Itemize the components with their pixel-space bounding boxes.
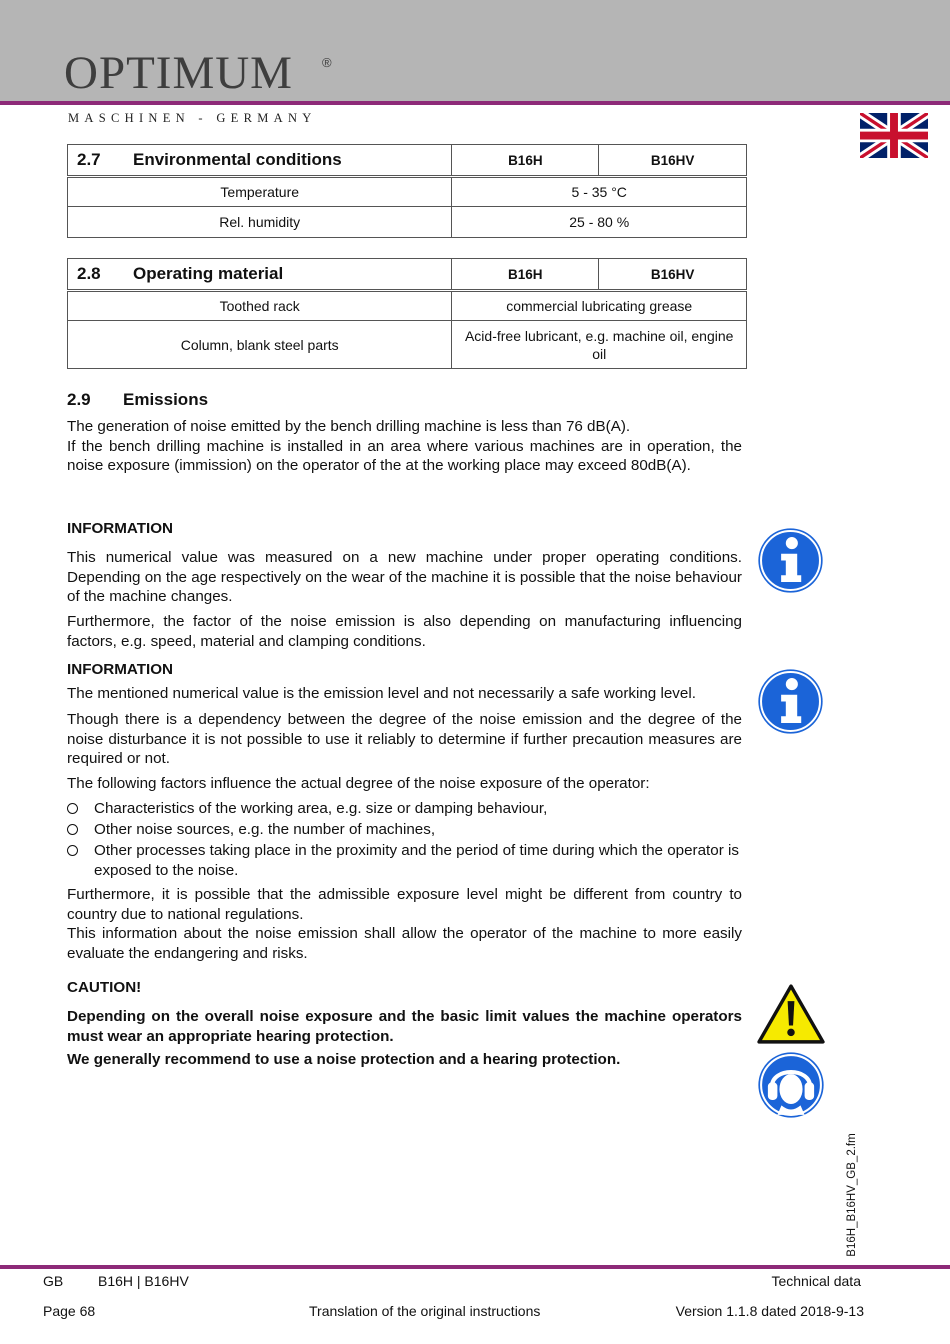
column-header-b16hv: B16HV [599,145,747,177]
information-paragraph: The following factors influence the actual degree of the noise exposure of the operator: [67,775,650,792]
footer-version: Version 1.1.8 dated 2018-9-13 [675,1303,864,1319]
column-header-b16hv: B16HV [599,259,747,291]
caution-paragraph: We generally recommend to use a noise protection and a hearing protection. [67,1051,621,1068]
table-row [68,291,747,321]
footer-model: B16H | B16HV [98,1273,189,1289]
caution-heading: CAUTION! [67,979,142,996]
row-label: Rel. humidity [68,207,452,238]
section-heading: 2.8 Operating material [68,259,452,291]
warning-triangle-icon [757,983,825,1045]
row-label: Column, blank steel parts [68,321,452,369]
information-icon [757,668,824,735]
bullet-circle-icon [67,845,78,856]
environmental-conditions-table [67,144,747,238]
table-header-row [68,259,747,291]
footer-translation-note: Translation of the original instructions [309,1303,541,1319]
row-value: 25 - 80 % [452,207,747,238]
bullet-circle-icon [67,803,78,814]
emissions-heading: 2.9 Emissions [67,390,209,409]
file-label: B16H_B16HV_GB_2.fm [846,1133,858,1257]
row-label: Toothed rack [68,291,452,321]
column-header-b16h: B16H [452,145,599,177]
list-item: Other processes taking place in the proximity and the period of time during which the operator is exposed to the noise. [67,841,742,880]
information-icon [757,527,824,594]
information-paragraph: Furthermore, the factor of the noise emission is also depending on manufacturing influencing factors, e.g. speed, material and clamping conditions. [67,613,742,650]
footer-language: GB [43,1273,64,1289]
information-paragraph: Furthermore, it is possible that the admissible exposure level might be different from country to country due to national regulations. This information about the noise emission shall allow the operator of the machine to more easily evaluate the endangering and risks. [67,886,742,962]
hearing-protection-icon [757,1051,825,1119]
brand-logo: OPTIMUM [64,47,293,99]
emissions-intro: The generation of noise emitted by the bench drilling machine is less than 76 dB(A). If the bench drilling machine is installed in an area where various machines are in operation, the noise exposure (immission) on the operator of the at the working place may exceed 80dB(A). [67,418,742,474]
section-heading: 2.7 Environmental conditions [68,145,452,177]
information-paragraph: The mentioned numerical value is the emission level and not necessarily a safe working level. [67,685,696,702]
row-label: Temperature [68,177,452,207]
brand-tagline: MASCHINEN - GERMANY [68,111,317,125]
operating-material-table [67,258,747,369]
footer-section: Technical data [771,1273,861,1289]
bullet-circle-icon [67,824,78,835]
row-value: Acid-free lubricant, e.g. machine oil, engine oil [452,321,747,369]
table-row [68,321,747,369]
footer-rule [0,1265,950,1269]
column-header-b16h: B16H [452,259,599,291]
list-item: Other noise sources, e.g. the number of machines, [67,820,742,840]
information-heading: INFORMATION [67,661,174,678]
header-rule [0,101,950,105]
registered-mark: ® [322,55,332,70]
information-paragraph: This numerical value was measured on a new machine under proper operating conditions. Depending on the age respectively on the wear of the machine it is possible that the noise behaviour of the machine changes. [67,549,742,605]
row-value: 5 - 35 °C [452,177,747,207]
table-row [68,177,747,207]
table-header-row [68,145,747,177]
uk-flag-icon [860,113,928,158]
list-item: Characteristics of the working area, e.g. size or damping behaviour, [67,799,742,819]
row-value: commercial lubricating grease [452,291,747,321]
footer-page-number: Page 68 [43,1303,96,1319]
table-row [68,207,747,238]
information-heading: INFORMATION [67,520,174,537]
information-paragraph: Though there is a dependency between the degree of the noise emission and the degree of the noise disturbance it is not possible to use it reliably to determine if further precaution measures are required or not. [67,711,742,767]
caution-paragraph: Depending on the overall noise exposure and the basic limit values the machine operators must wear an appropriate hearing protection. [67,1008,742,1045]
